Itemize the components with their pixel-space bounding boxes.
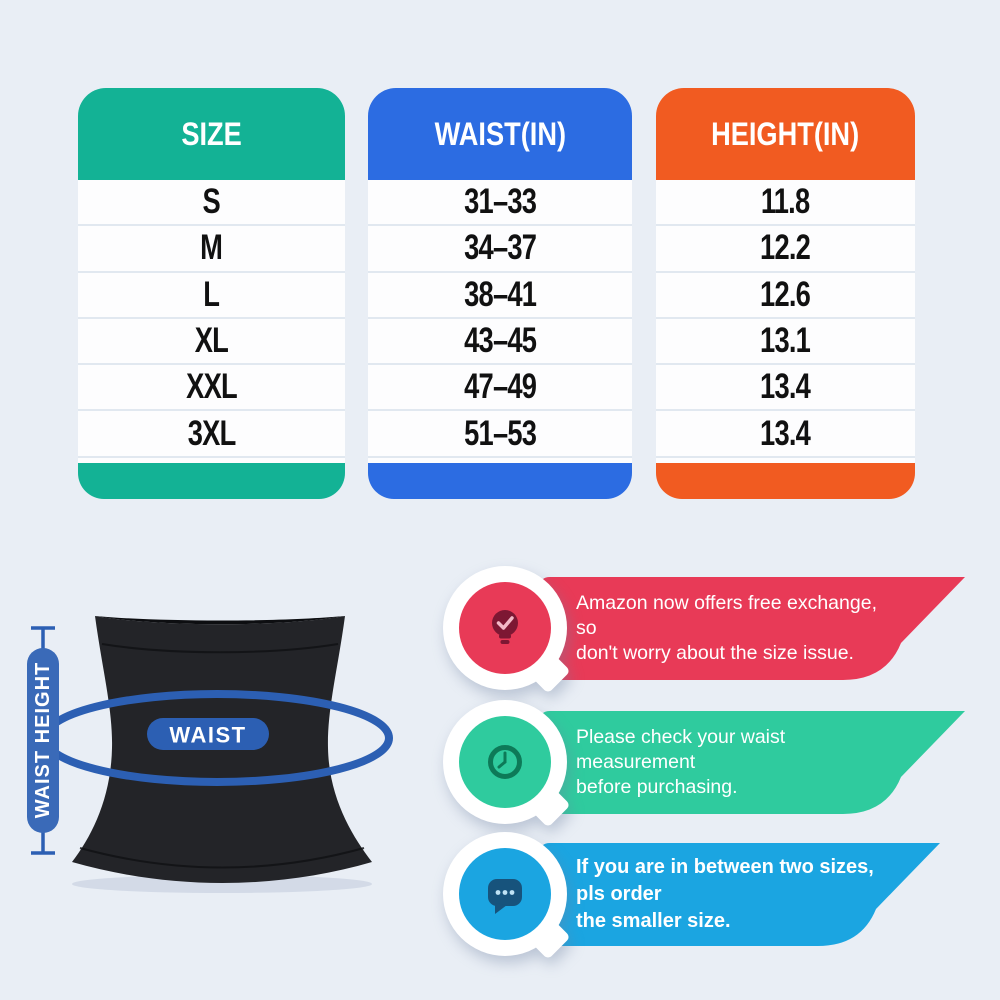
waist-trainer-illustration <box>10 598 430 898</box>
waist-column-footer <box>368 463 632 499</box>
waist-height-measure <box>27 628 59 853</box>
waist-value: 34–37 <box>463 228 537 268</box>
waist-value: 31–33 <box>463 182 537 222</box>
tip-banner-between-sizes <box>540 843 965 946</box>
table-cell <box>656 411 915 457</box>
height-column-footer <box>656 463 915 499</box>
height-value: 13.4 <box>760 413 811 453</box>
table-cell <box>368 319 632 365</box>
tip-line: If you are in between two sizes, pls order <box>576 856 874 905</box>
tip-badge-exchange <box>443 566 567 690</box>
waist-header-label: WAIST(IN) <box>434 115 566 152</box>
badge-inner-circle <box>459 582 551 674</box>
waist-height-label: WAIST HEIGHT <box>32 661 54 819</box>
table-cell <box>78 226 345 272</box>
waist-value: 43–45 <box>463 321 537 361</box>
size-value: 3XL <box>187 413 236 453</box>
table-cell <box>368 365 632 411</box>
tip-line: before purchasing. <box>576 776 738 798</box>
size-value: L <box>203 274 220 314</box>
table-cell <box>656 365 915 411</box>
table-cell <box>656 226 915 272</box>
table-cell <box>78 411 345 457</box>
waist-value: 47–49 <box>463 367 537 407</box>
tip-text <box>540 843 965 946</box>
table-cell <box>656 319 915 365</box>
table-cell <box>78 365 345 411</box>
tip-badge-measure <box>443 700 567 824</box>
size-value: XXL <box>186 367 237 407</box>
waist-value: 51–53 <box>463 413 537 453</box>
size-column-footer <box>78 463 345 499</box>
size-value: XL <box>194 321 229 361</box>
height-value: 13.4 <box>760 367 811 407</box>
table-cell <box>78 180 345 226</box>
size-column-body <box>78 180 345 463</box>
height-value: 11.8 <box>761 182 810 222</box>
table-cell <box>656 180 915 226</box>
height-column <box>656 88 915 499</box>
size-header-label: SIZE <box>181 115 242 152</box>
table-cell <box>368 411 632 457</box>
lightbulb-check-icon <box>481 604 529 652</box>
height-value: 12.2 <box>760 228 811 268</box>
size-column <box>78 88 345 499</box>
tip-banner-exchange <box>540 577 965 680</box>
tip-line: the smaller size. <box>576 910 731 932</box>
waist-column-header <box>368 88 632 180</box>
waist-value: 38–41 <box>463 274 537 314</box>
badge-inner-circle <box>459 848 551 940</box>
height-value: 13.1 <box>760 321 811 361</box>
table-cell <box>78 273 345 319</box>
table-cell <box>656 273 915 319</box>
size-value: S <box>202 182 221 222</box>
tip-badge-between-sizes <box>443 832 567 956</box>
tip-text <box>540 711 965 814</box>
tip-banner-measure <box>540 711 965 814</box>
height-column-header <box>656 88 915 180</box>
waist-label: WAIST <box>169 722 247 748</box>
clock-icon <box>481 738 529 786</box>
table-cell <box>78 319 345 365</box>
height-value: 12.6 <box>760 274 811 314</box>
size-value: M <box>200 228 223 268</box>
waist-column-body <box>368 180 632 463</box>
table-cell <box>368 226 632 272</box>
table-cell <box>368 180 632 226</box>
size-column-header <box>78 88 345 180</box>
waist-column <box>368 88 632 499</box>
tip-line: don't worry about the size issue. <box>576 642 854 664</box>
chat-dots-icon <box>481 870 529 918</box>
size-chart-table <box>78 88 915 499</box>
table-cell <box>368 273 632 319</box>
height-header-label: HEIGHT(IN) <box>711 115 860 152</box>
tip-line: Amazon now offers free exchange, so <box>576 592 877 639</box>
badge-inner-circle <box>459 716 551 808</box>
height-column-body <box>656 180 915 463</box>
tip-line: Please check your waist measurement <box>576 726 786 773</box>
tip-text <box>540 577 965 680</box>
